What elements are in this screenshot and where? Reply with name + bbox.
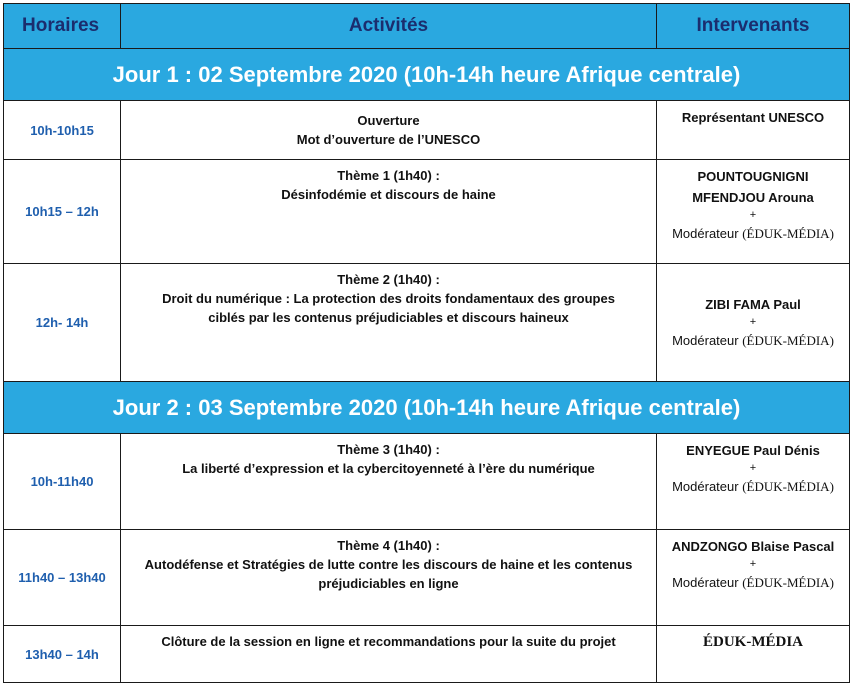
- speaker-name: MFENDJOU Arouna: [692, 190, 814, 205]
- activity-cell: [121, 264, 657, 382]
- time-cell: 10h15 – 12h: [4, 160, 121, 264]
- header-intervenants: Intervenants: [657, 4, 850, 49]
- activity-line: Thème 1 (1h40) :: [337, 168, 440, 183]
- time-cell: 10h-10h15: [4, 101, 121, 160]
- plus-sign: +: [749, 462, 757, 474]
- activity-line: Autodéfense et Stratégies de lutte contre les discours de haine et les contenus: [144, 557, 633, 572]
- activity-cell: [121, 434, 657, 530]
- moderator-label: Modérateur: [672, 479, 739, 494]
- time-cell: 10h-11h40: [4, 434, 121, 530]
- time-cell: 12h- 14h: [4, 264, 121, 382]
- speaker-cell: [657, 530, 850, 626]
- moderator-line: [663, 572, 843, 593]
- activity-line: préjudiciables en ligne: [318, 576, 459, 591]
- time-cell: 13h40 – 14h: [4, 626, 121, 683]
- header-activites: Activités: [121, 4, 657, 49]
- activity-cell: [121, 101, 657, 160]
- activity-cell: [121, 626, 657, 683]
- activity-line: Thème 4 (1h40) :: [337, 538, 440, 553]
- activity-line: ciblés par les contenus préjudiciables et discours haineux: [208, 310, 569, 325]
- activity-cell: [121, 160, 657, 264]
- activity-line: Ouverture: [357, 113, 420, 128]
- speaker-name: ÉDUK-MÉDIA: [703, 634, 803, 650]
- speaker-name: ENYEGUE Paul Dénis: [686, 443, 820, 458]
- plus-sign: +: [749, 558, 757, 570]
- day-1-row: [4, 49, 850, 101]
- moderator-label: Modérateur: [672, 226, 739, 241]
- activity-line: Thème 3 (1h40) :: [337, 442, 440, 457]
- speaker-cell: [657, 434, 850, 530]
- activity-cell: [121, 530, 657, 626]
- speaker-name: Représentant UNESCO: [681, 110, 825, 125]
- header-horaires: Horaires: [4, 4, 121, 49]
- organisation-label: (ÉDUK-MÉDIA): [742, 226, 834, 241]
- moderator-label: Modérateur: [672, 333, 739, 348]
- speaker-cell: [657, 626, 850, 683]
- activity-line: Désinfodémie et discours de haine: [281, 187, 496, 202]
- activity-line: Clôture de la session en ligne et recommandations pour la suite du projet: [161, 634, 616, 649]
- schedule-row: [4, 160, 850, 264]
- plus-sign: +: [749, 209, 757, 221]
- programme-table: [3, 3, 850, 683]
- organisation-label: (ÉDUK-MÉDIA): [742, 333, 834, 348]
- moderator-line: [663, 223, 843, 244]
- day-2-title: Jour 2 : 03 Septembre 2020 (10h-14h heure Afrique centrale): [4, 382, 850, 434]
- organisation-label: (ÉDUK-MÉDIA): [742, 479, 834, 494]
- plus-sign: +: [749, 316, 757, 328]
- schedule-row: [4, 434, 850, 530]
- header-row: [4, 4, 850, 49]
- activity-line: Mot d’ouverture de l’UNESCO: [296, 132, 481, 147]
- speaker-name: ZIBI FAMA Paul: [705, 297, 801, 312]
- schedule-row: [4, 101, 850, 160]
- moderator-label: Modérateur: [672, 575, 739, 590]
- activity-line: La liberté d’expression et la cybercitoyenneté à l’ère du numérique: [182, 461, 595, 476]
- speaker-cell: [657, 101, 850, 160]
- speaker-cell: [657, 264, 850, 382]
- day-1-title: Jour 1 : 02 Septembre 2020 (10h-14h heure Afrique centrale): [4, 49, 850, 101]
- speaker-name: ANDZONGO Blaise Pascal: [671, 539, 835, 554]
- activity-line: Thème 2 (1h40) :: [337, 272, 440, 287]
- day-2-row: [4, 382, 850, 434]
- moderator-line: [663, 476, 843, 497]
- time-cell: 11h40 – 13h40: [4, 530, 121, 626]
- schedule-row: [4, 530, 850, 626]
- speaker-name: POUNTOUGNIGNI: [697, 169, 809, 184]
- activity-line: Droit du numérique : La protection des droits fondamentaux des groupes: [162, 291, 615, 306]
- organisation-label: (ÉDUK-MÉDIA): [742, 575, 834, 590]
- schedule-row: [4, 264, 850, 382]
- speaker-cell: [657, 160, 850, 264]
- moderator-line: [663, 330, 843, 351]
- schedule-row: [4, 626, 850, 683]
